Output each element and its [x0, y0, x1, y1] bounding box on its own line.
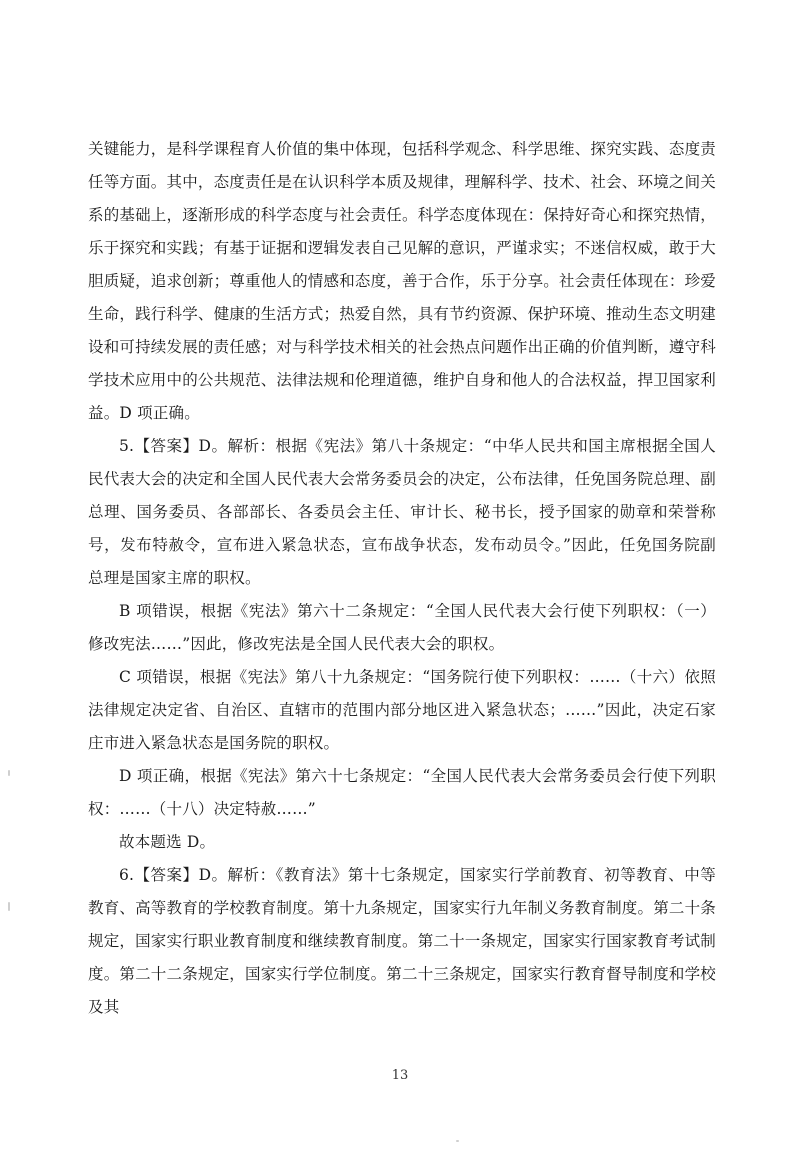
paragraph-answer-6: 6.【答案】D。解析：《教育法》第十七条规定，国家实行学前教育、初等教育、中等教育、高等教育的学校教育制度。第十九条规定，国家实行九年制义务教育制度。第二十条规定，国家实行职业教育制度和继续教育制度。第二十一条规定，国家实行国家教育考试制度。第二十二条规定，国家实行学位制度。第二十三条规定，国家实行教育督导制度和学校及其	[88, 866, 717, 1016]
paragraph-option-b: B 项错误，根据《宪法》第六十二条规定：“全国人民代表大会行使下列职权：（一）修改宪法……”因此，修改宪法是全国人民代表大会的职权。	[88, 602, 716, 653]
scan-speck	[456, 1140, 459, 1142]
paragraph-option-c: C 项错误，根据《宪法》第八十九条规定：“国务院行使下列职权：……（十六）依照法律规定决定省、自治区、直辖市的范围内部分地区进入紧急状态；……”因此，决定石家庄市进入紧急状态是国务院的职权。	[88, 668, 716, 752]
page-number: 13	[391, 1068, 409, 1083]
scan-speck	[8, 902, 10, 911]
paragraph-answer-5: 5.【答案】D。解析：根据《宪法》第八十条规定：“中华人民共和国主席根据全国人民代表大会的决定和全国人民代表大会常务委员会的决定，公布法律，任免国务院总理、副总理、国务委员、各部部长、各委员会主任、审计长、秘书长，授予国家的勋章和荣誉称号，发布特赦令，宣布进入紧急状态，宣布战争状态，发布动员令。”因此，任免国务院副总理是国家主席的职权。	[88, 437, 717, 587]
scan-speck	[8, 770, 10, 776]
paragraph-conclusion: 故本题选 D。	[119, 833, 216, 851]
document-body	[88, 133, 716, 1024]
paragraph-key-competencies: 关键能力，是科学课程育人价值的集中体现，包括科学观念、科学思维、探究实践、态度责任等方面。其中，态度责任是在认识科学本质及规律，理解科学、技术、社会、环境之间关系的基础上，逐渐形成的科学态度与社会责任。科学态度体现在：保持好奇心和探究热情，乐于探究和实践；有基于证据和逻辑发表自己见解的意识，严谨求实；不迷信权威，敢于大胆质疑，追求创新；尊重他人的情感和态度，善于合作，乐于分享。社会责任体现在：珍爱生命，践行科学、健康的生活方式；热爱自然，具有节约资源、保护环境、推动生态文明建设和可持续发展的责任感；对与科学技术相关的社会热点问题作出正确的价值判断，遵守科学技术应用中的公共规范、法律法规和伦理道德，维护自身和他人的合法权益，捍卫国家利益。D 项正确。	[88, 140, 717, 422]
paragraph-option-d: D 项正确，根据《宪法》第六十七条规定：“全国人民代表大会常务委员会行使下列职权：……（十八）决定特赦……”	[88, 767, 716, 818]
